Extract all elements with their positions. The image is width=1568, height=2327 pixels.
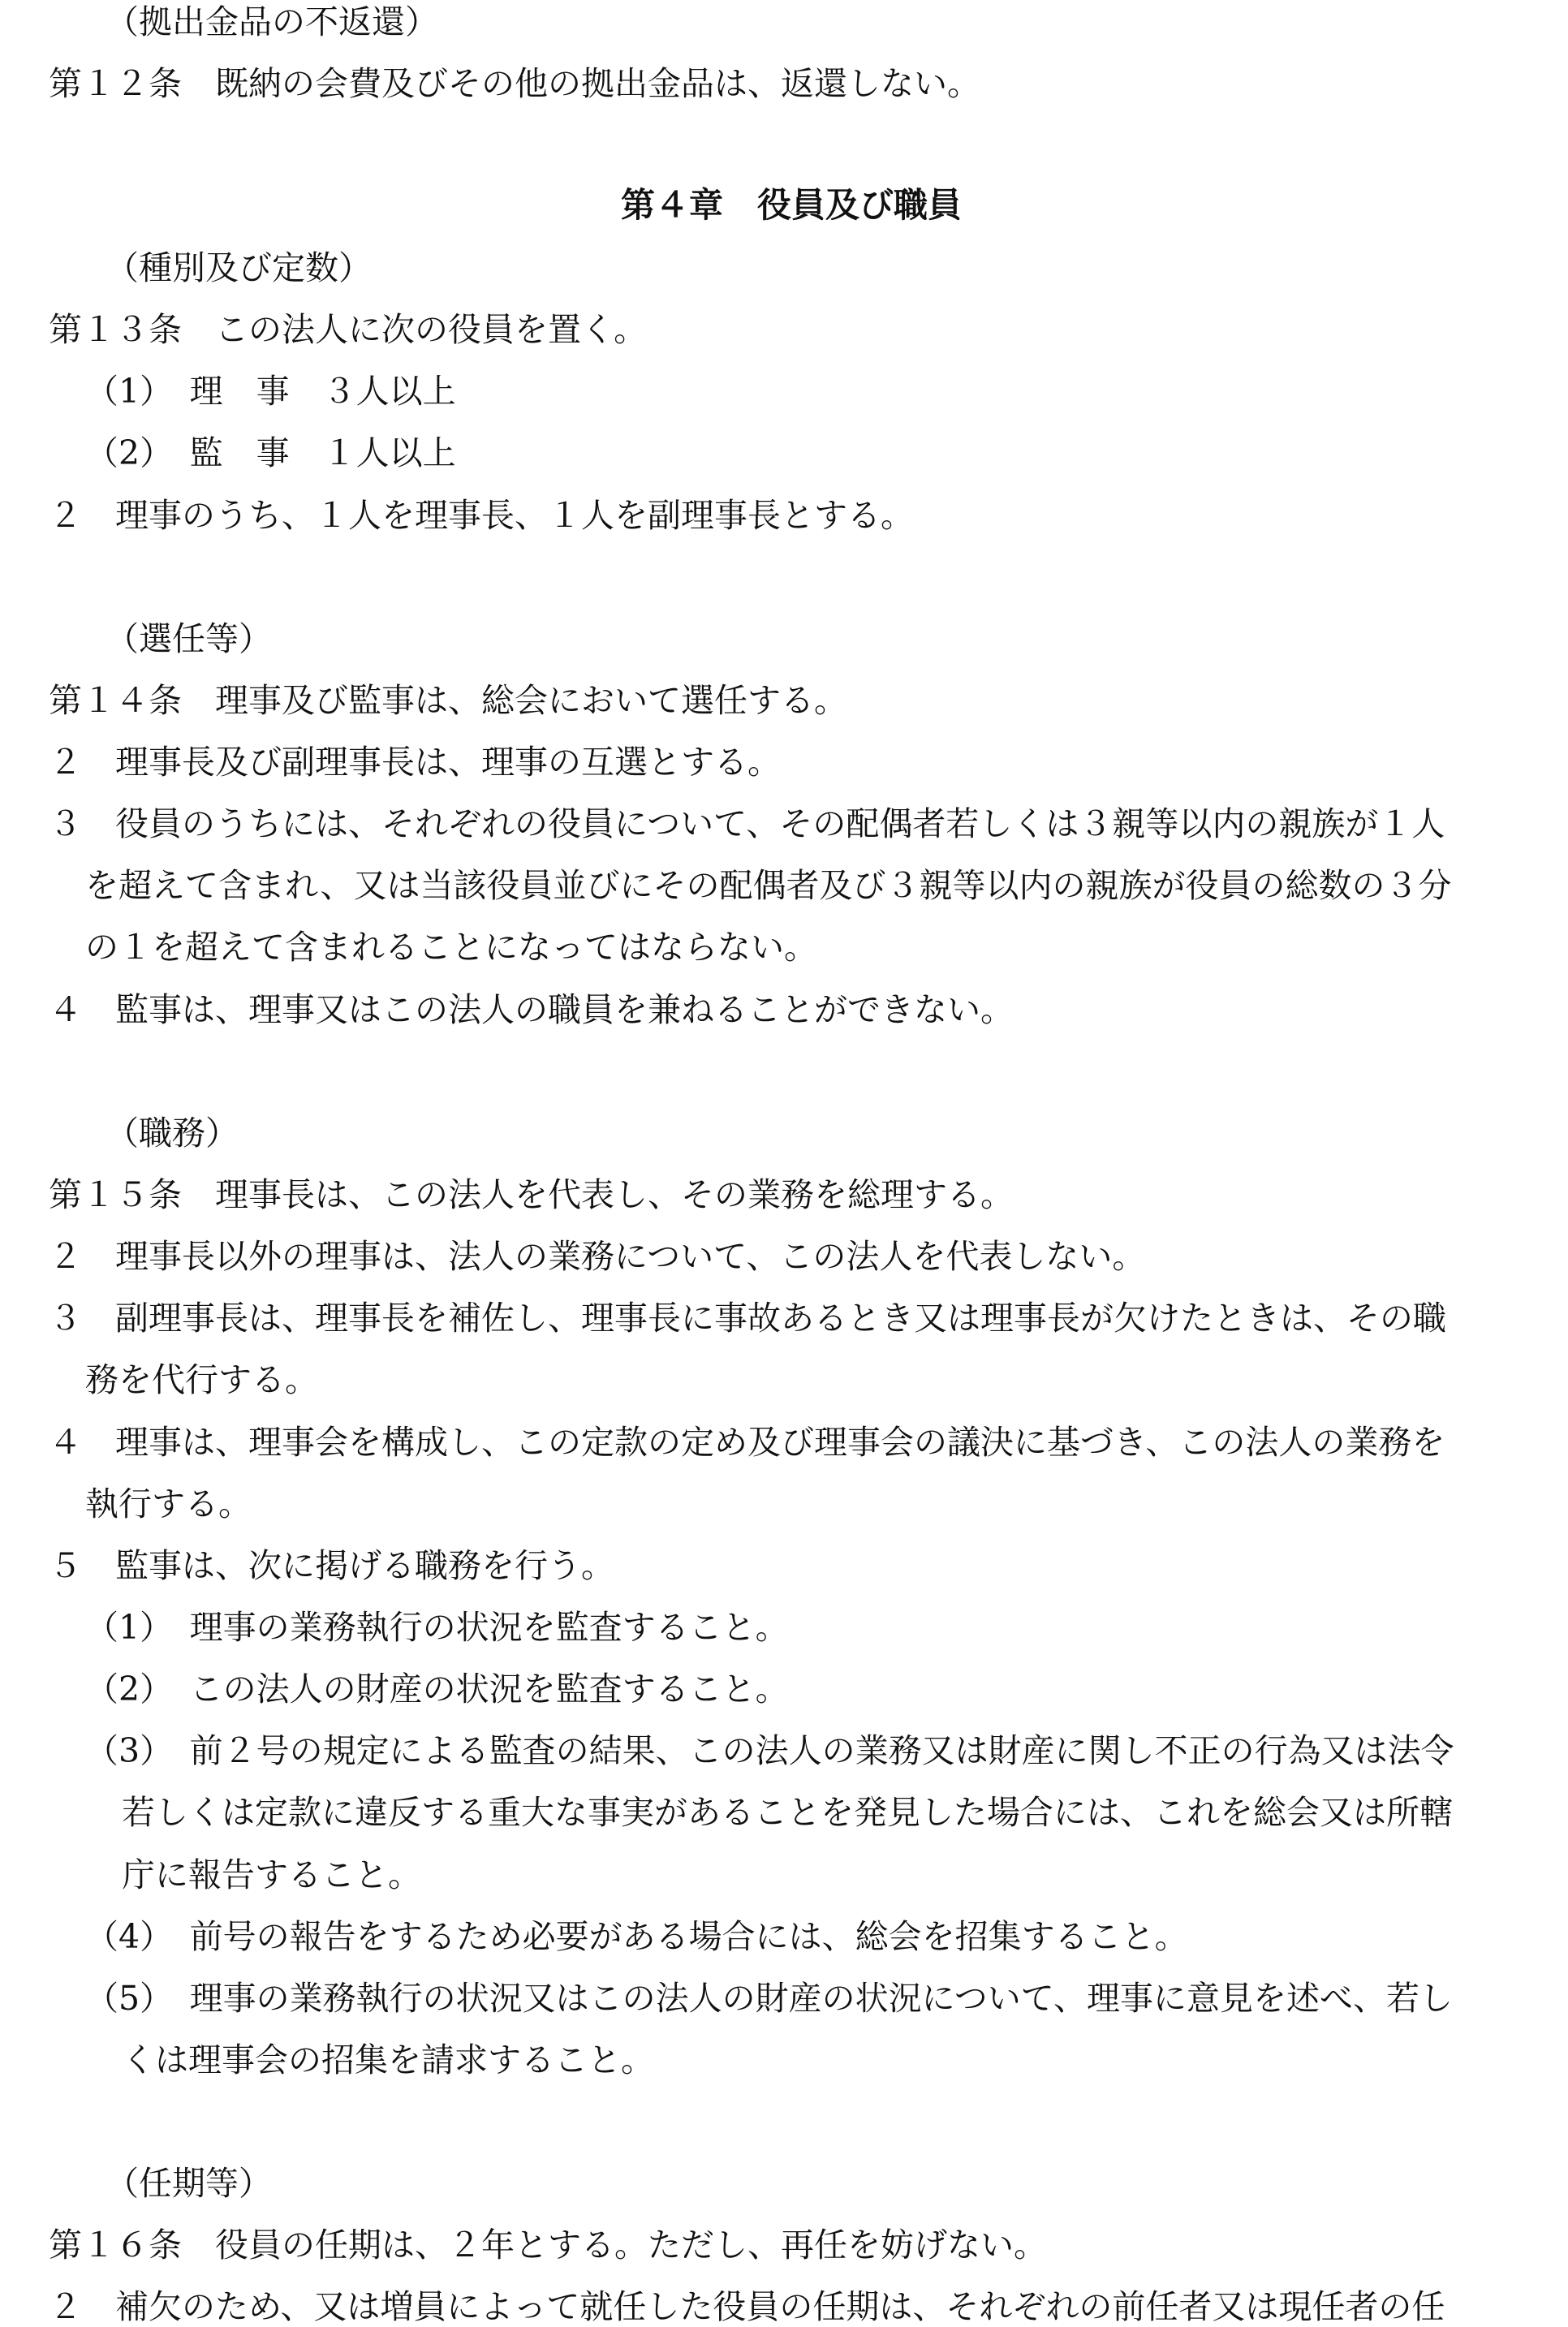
article-paragraph: 第１２条 既納の会費及びその他の拠出金品は、返還しない。 <box>49 64 980 103</box>
paragraph-continuation: 執行する。 <box>85 1485 252 1523</box>
paragraph-continuation: 若しくは定款に違反する重大な事実があることを発見した場合には、これを総会又は所轄 <box>122 1793 1453 1832</box>
article-paragraph: ２ 理事のうち、１人を理事長、１人を副理事長とする。 <box>49 496 914 535</box>
article-caption: （職務） <box>106 1114 239 1153</box>
article-paragraph: 第１４条 理事及び監事は、総会において選任する。 <box>49 681 847 720</box>
article-paragraph: ４ 監事は、理事又はこの法人の職員を兼ねることができない。 <box>49 990 1014 1029</box>
paragraph-continuation: を超えて含まれ、又は当該役員並びにその配偶者及び３親等以内の親族が役員の総数の３分 <box>85 866 1452 905</box>
paragraph-continuation: 庁に報告すること。 <box>122 1855 421 1894</box>
list-item: （1） 理 事 ３人以上 <box>85 372 456 411</box>
article-paragraph: 第１６条 役員の任期は、２年とする。ただし、再任を妨げない。 <box>49 2226 1047 2265</box>
article-paragraph: ２ 理事長及び副理事長は、理事の互選とする。 <box>49 743 781 782</box>
article-paragraph: ３ 役員のうちには、それぞれの役員について、その配偶者若しくは３親等以内の親族が１人 <box>49 804 1445 843</box>
article-paragraph: ２ 補欠のため、又は増員によって就任した役員の任期は、それぞれの前任者又は現任者の任 <box>49 2287 1445 2326</box>
article-caption: （種別及び定数） <box>106 248 372 287</box>
list-item: （1） 理事の業務執行の状況を監査すること。 <box>85 1608 789 1647</box>
paragraph-continuation: 務を代行する。 <box>85 1360 318 1399</box>
article-paragraph: 第１５条 理事長は、この法人を代表し、その業務を総理する。 <box>49 1175 1014 1214</box>
article-caption: （選任等） <box>106 619 272 658</box>
article-caption: （任期等） <box>106 2164 272 2203</box>
chapter-heading: 第４章 役員及び職員 <box>621 185 963 225</box>
article-paragraph: 第１３条 この法人に次の役員を置く。 <box>49 310 648 349</box>
article-paragraph: ５ 監事は、次に掲げる職務を行う。 <box>49 1546 614 1585</box>
list-item: （2） この法人の財産の状況を監査すること。 <box>85 1670 789 1709</box>
list-item: （3） 前２号の規定による監査の結果、この法人の業務又は財産に関し不正の行為又は法令 <box>85 1731 1454 1770</box>
article-caption: （拠出金品の不返還） <box>106 2 438 41</box>
article-paragraph: ３ 副理事長は、理事長を補佐し、理事長に事故あるとき又は理事長が欠けたときは、その職 <box>49 1299 1446 1338</box>
paragraph-continuation: の１を超えて含まれることになってはならない。 <box>85 928 817 967</box>
paragraph-continuation: くは理事会の招集を請求すること。 <box>122 2040 654 2079</box>
list-item: （5） 理事の業務執行の状況又はこの法人の財産の状況について、理事に意見を述べ、若し <box>85 1979 1453 2018</box>
article-paragraph: ２ 理事長以外の理事は、法人の業務について、この法人を代表しない。 <box>49 1237 1146 1276</box>
list-item: （4） 前号の報告をするため必要がある場合には、総会を招集すること。 <box>85 1917 1188 1956</box>
list-item: （2） 監 事 １人以上 <box>85 433 456 472</box>
article-paragraph: ４ 理事は、理事会を構成し、この定款の定め及び理事会の議決に基づき、この法人の業務を <box>49 1423 1445 1462</box>
